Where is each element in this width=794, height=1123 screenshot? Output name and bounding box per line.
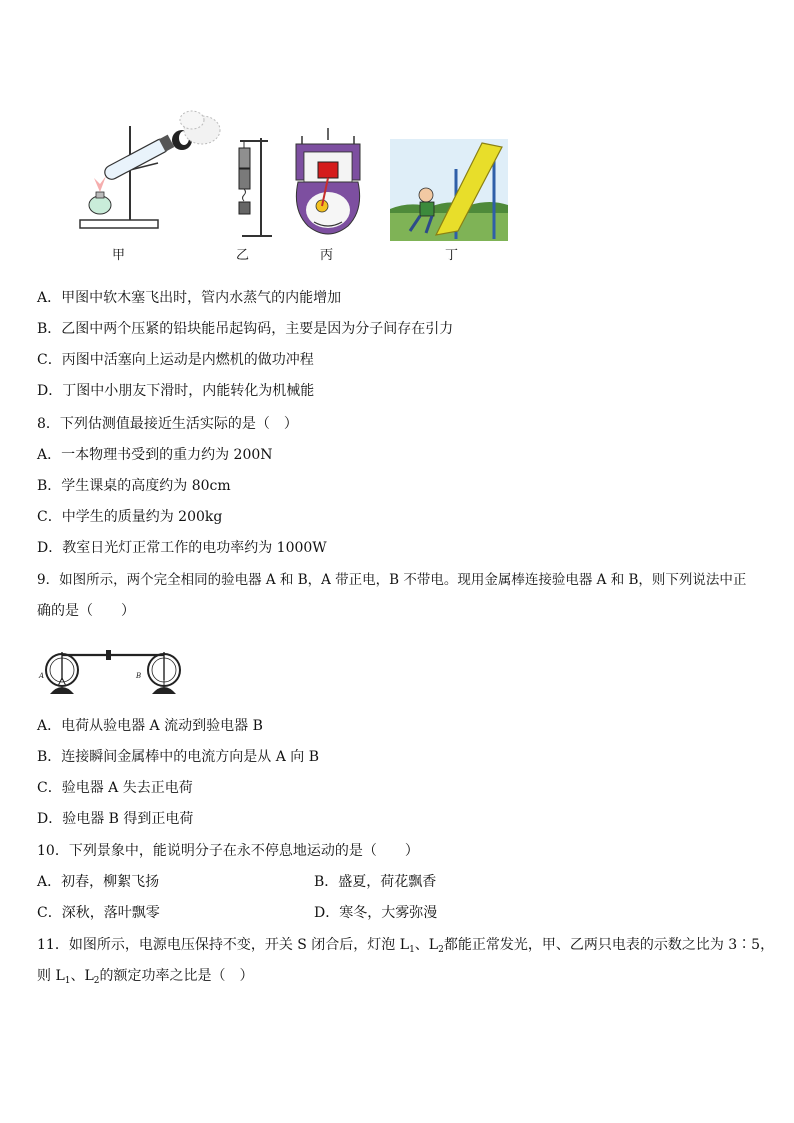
q11-line2-sub2: 2 [93,976,100,986]
q9-option-b: B．连接瞬间金属棒中的电流方向是从 A 向 B [37,749,320,765]
q11-line1-sub1: 1 [409,945,415,955]
q9-option-a: A．电荷从验电器 A 流动到验电器 B [37,718,263,734]
figure-bing-engine [288,126,368,242]
q11-line2-part-c: 的额定功率之比是（ ） [99,968,254,984]
figure-ding-slide [390,139,508,241]
q8-option-d: D．教室日光灯正常工作的电功率约为 1000W [37,540,327,556]
caption-yi: 乙 [236,248,250,263]
q11-stem-line1 [37,935,774,960]
q11-line1-sub2: 2 [438,945,444,955]
q7-option-b: B．乙图中两个压紧的铅块能吊起钩码，主要是因为分子间存在引力 [37,321,454,337]
q8-option-c: C．中学生的质量约为 200kg [37,509,223,525]
q9-stem-line1: 9．如图所示，两个完全相同的验电器 A 和 B，A 带正电，B 不带电。现用金属棒连接验电器 A 和 B，则下列说法中正 [37,572,747,588]
q10-option-b: B．盛夏，荷花飘香 [314,874,437,890]
q7-option-c: C．丙图中活塞向上运动是内燃机的做功冲程 [37,352,314,368]
figure-yi-lead-blocks [228,136,274,244]
figure-jia-test-tube [72,108,222,238]
caption-ding: 丁 [445,248,459,263]
q10-option-c: C．深秋，落叶飘零 [37,905,160,921]
q11-line1-part-a: 11．如图所示，电源电压保持不变，开关 S 闭合后，灯泡 L [37,937,410,953]
q9-option-d: D．验电器 B 得到正电荷 [37,811,194,827]
q8-stem: 8．下列估测值最接近生活实际的是（ ） [37,416,298,432]
q11-line2-part-a: 则 L [37,968,65,984]
electroscope-label-a: A [39,672,45,680]
electroscope-label-b: B [136,672,142,680]
q7-option-d: D．丁图中小朋友下滑时，内能转化为机械能 [37,383,315,399]
q8-option-b: B．学生课桌的高度约为 80cm [37,478,231,494]
q11-stem-line2 [37,966,254,991]
q9-option-c: C．验电器 A 失去正电荷 [37,780,193,796]
q8-option-a: A．一本物理书受到的重力约为 200N [37,447,273,463]
figure-electroscopes [36,640,192,700]
q11-line1-part-c: 都能正常发光，甲、乙两只电表的示数之比为 3∶5， [443,937,775,953]
q10-option-d: D．寒冬，大雾弥漫 [314,905,438,921]
q7-option-a: A．甲图中软木塞飞出时，管内水蒸气的内能增加 [37,290,342,306]
caption-bing: 丙 [320,248,334,263]
caption-jia: 甲 [112,248,126,263]
q9-stem-line2: 确的是（ ） [37,603,135,619]
q11-line2-sub1: 1 [64,976,71,986]
q10-stem: 10．下列景象中，能说明分子在永不停息地运动的是（ ） [37,843,419,859]
q11-line1-part-b: 、L [414,937,439,953]
q10-option-a: A．初春，柳絮飞扬 [37,874,160,890]
q11-line2-part-b: 、L [70,968,94,984]
